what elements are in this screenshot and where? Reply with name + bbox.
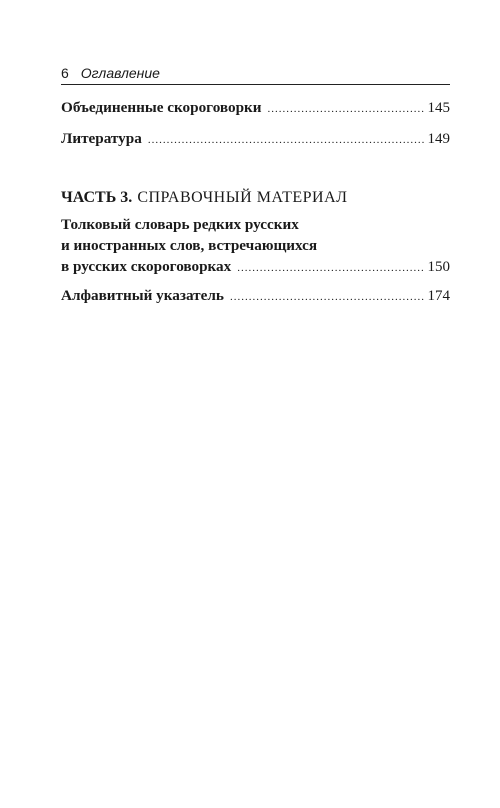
toc-entry[interactable] <box>61 214 450 279</box>
dot-leader <box>148 130 424 151</box>
part-title: СПРАВОЧНЫЙ МАТЕРИАЛ <box>137 189 348 206</box>
toc-entry-title-line: в русских скороговорках <box>61 258 232 275</box>
part-heading <box>61 187 450 209</box>
toc-entry-page: 174 <box>427 288 450 304</box>
toc-entry-title: Алфавитный указатель <box>61 287 224 304</box>
toc-entry-line <box>61 285 450 308</box>
toc-entry-line <box>61 97 450 120</box>
toc-entry-title-line: и иностранных слов, встречающихся <box>61 237 318 254</box>
page-number: 6 <box>61 65 69 81</box>
toc-entry-line <box>61 256 450 279</box>
toc-entry-page: 150 <box>427 259 450 275</box>
toc-entry[interactable] <box>61 285 450 308</box>
dot-leader <box>237 258 423 279</box>
toc-entry-page: 149 <box>427 131 450 147</box>
toc-entry-page: 145 <box>427 100 450 116</box>
toc-entry-line <box>61 235 450 256</box>
dot-leader <box>230 287 424 308</box>
toc-entry-line <box>61 128 450 151</box>
header-rule <box>61 84 450 85</box>
toc-entry[interactable] <box>61 97 450 120</box>
toc-entry[interactable] <box>61 128 450 151</box>
toc-entry-title: Литература <box>61 130 142 147</box>
toc-entry-title: Объединенные скороговорки <box>61 99 262 116</box>
toc-entry-line <box>61 214 450 235</box>
running-header-title: Оглавление <box>80 65 160 81</box>
running-header <box>61 64 449 86</box>
part-number: ЧАСТЬ 3. <box>61 189 133 206</box>
dot-leader <box>268 99 424 120</box>
toc-entry-title-line: Толковый словарь редких русских <box>61 216 299 233</box>
